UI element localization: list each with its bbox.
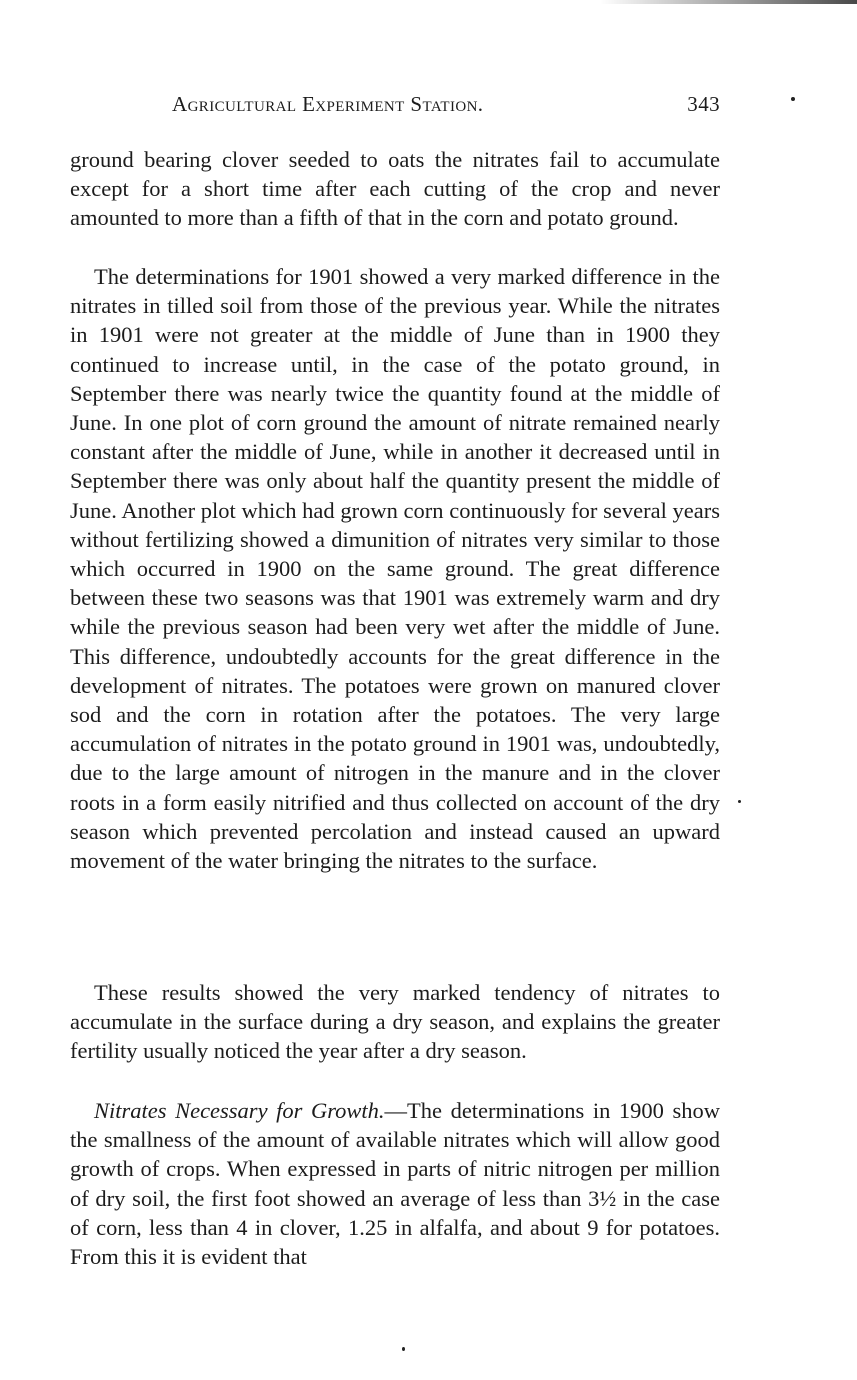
scan-speck [402,1347,405,1351]
paragraph-nitrates-necessary [70,1096,720,1271]
paragraph-1901-determinations [70,262,720,875]
paragraph-text: The determinations for 1901 showed a very marked difference in the nitrates in tilled soil from those of the previous year. While the nitrates in 1901 were not greater at the middle of June than in 1900 they continued to increase until, in the case of the potato ground, in September there was nearly twice the quantity found at the middle of June. In one plot of corn ground the amount of nitrate remained nearly constant after the middle of June, while in another it decreased until in September there was only about half the quantity present the middle of June. Another plot which had grown corn continuously for several years without fertilizing showed a dimunition of nitrates very similar to those which occurred in 1900 on the same ground. The great difference between these two seasons was that 1901 was extremely warm and dry while the previous season had been very wet after the middle of June. This difference, undoubtedly accounts for the great difference in the development of nitrates. The potatoes were grown on manured clover sod and the corn in rotation after the potatoes. The very large accumulation of nitrates in the potato ground in 1901 was, undoubtedly, due to the large amount of nitrogen in the manure and in the clover roots in a form easily nitrified and thus collected on account of the dry season which prevented percolation and instead caused an upward movement of the water bringing the nitrates to the surface. [70,264,720,874]
paragraph-text: ground bearing clover seeded to oats the nitrates fail to accumulate except for a short time after each cutting of the crop and never amounted to more than a fifth of that in the corn and potato ground. [70,147,720,231]
scan-edge-shadow [600,0,857,4]
running-title: Agricultural Experiment Station. [172,92,484,116]
scan-speck [791,97,795,101]
scan-speck [738,800,741,803]
paragraph-body [70,1096,720,1271]
paragraph-text: —The determinations in 1900 show the smallness of the amount of available nitrates which will allow good growth of crops. When expressed in parts of nitric nitrogen per million of dry soil, the first foot showed an average of less than 3½ in the case of corn, less than 4 in clover, 1.25 in alfalfa, and about 9 for potatoes. From this it is evident that [70,1098,721,1270]
running-head [170,92,720,122]
paragraph-text: These results showed the very marked tendency of nitrates to accumulate in the surface during a dry season, and explains the greater fertility usually noticed the year after a dry season. [70,980,720,1064]
section-heading: Nitrates Necessary for Growth. [94,1098,385,1123]
page-number: 343 [687,92,720,116]
paragraph-results [70,978,720,1066]
paragraph-continuation [70,145,720,233]
